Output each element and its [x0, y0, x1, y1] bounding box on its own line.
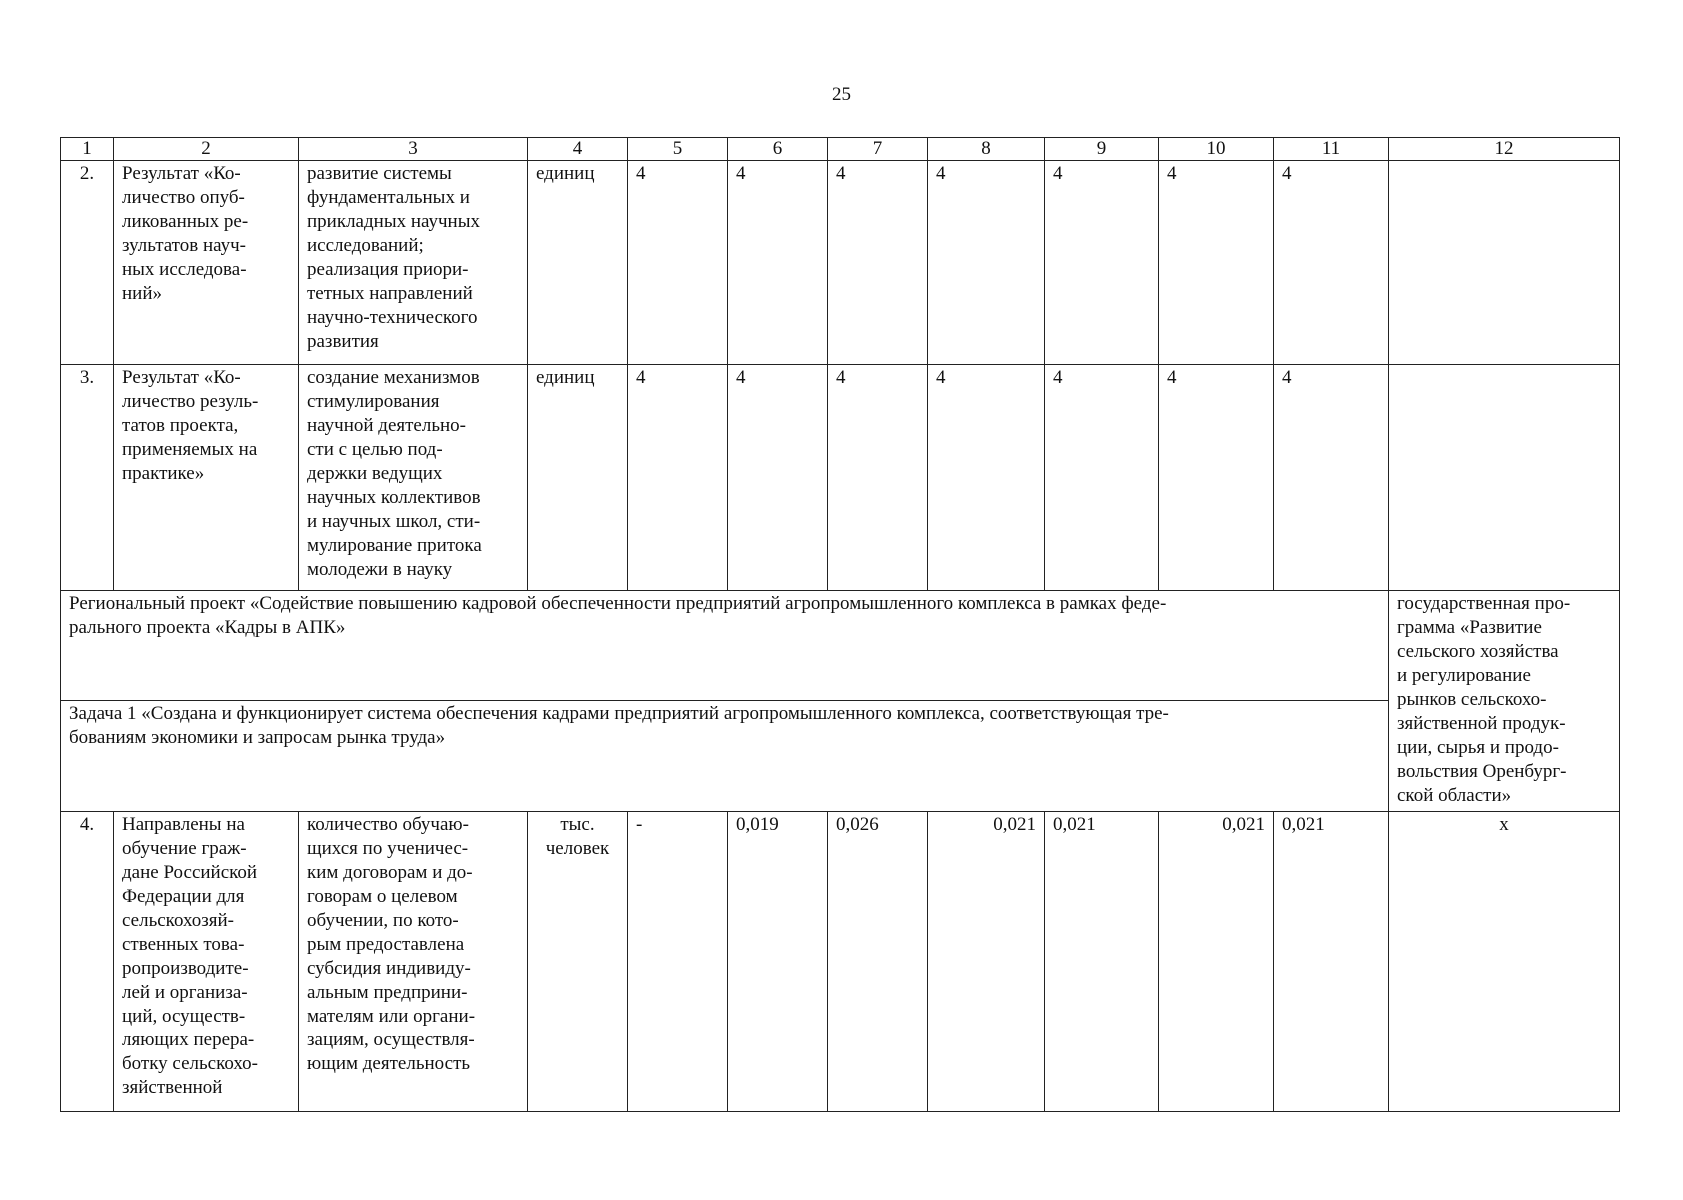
table-row — [61, 161, 1620, 365]
result-cell: Направлены на обучение граж- дане Российской Федерации для сельскохозяй- ственных това- ропроизводите- лей и организа- ций, осуществ- ляющих перера- ботку сельскохо- зяйственной — [114, 812, 299, 1112]
value-cell: 4 — [728, 161, 828, 365]
program-cell — [1389, 365, 1620, 591]
column-header: 5 — [628, 138, 728, 161]
value-cell: - — [628, 812, 728, 1112]
unit-cell: тыс. человек — [528, 812, 628, 1112]
task-row — [61, 701, 1620, 812]
column-header: 11 — [1274, 138, 1389, 161]
value-cell: 0,021 — [1045, 812, 1159, 1112]
value-cell: 4 — [828, 161, 928, 365]
column-header: 2 — [114, 138, 299, 161]
column-header: 7 — [828, 138, 928, 161]
value-cell: 0,021 — [1274, 812, 1389, 1112]
unit-cell: единиц — [528, 161, 628, 365]
value-cell: 4 — [1159, 365, 1274, 591]
value-cell: 0,019 — [728, 812, 828, 1112]
column-header: 8 — [928, 138, 1045, 161]
program-cell — [1389, 161, 1620, 365]
result-cell: Результат «Ко- личество резуль- татов проекта, применяемых на практике» — [114, 365, 299, 591]
value-cell: 0,021 — [1159, 812, 1274, 1112]
column-header: 6 — [728, 138, 828, 161]
value-cell: 4 — [928, 365, 1045, 591]
indicator-table — [60, 137, 1620, 1112]
column-header: 4 — [528, 138, 628, 161]
column-header: 1 — [61, 138, 114, 161]
value-cell: 4 — [628, 161, 728, 365]
program-cell: х — [1389, 812, 1620, 1112]
table-row — [61, 812, 1620, 1112]
result-cell: Результат «Ко- личество опуб- ликованных ре- зультатов науч- ных исследова- ний» — [114, 161, 299, 365]
value-cell: 4 — [928, 161, 1045, 365]
value-cell: 4 — [828, 365, 928, 591]
row-number: 2. — [61, 161, 114, 365]
table-row — [61, 365, 1620, 591]
column-header: 10 — [1159, 138, 1274, 161]
description-cell: развитие системы фундаментальных и прикладных научных исследований; реализация приори- тетных направлений научно-технического развития — [299, 161, 528, 365]
description-cell: количество обучаю- щихся по ученичес- ким договорам и до- говорам о целевом обучении, по кото- рым предоставлена субсидия индивиду- альным предприни- мателям или органи- зациям, осуществля- ющим деятельность — [299, 812, 528, 1112]
page-number: 25 — [832, 84, 851, 105]
description-cell: создание механизмов стимулирования научной деятельно- сти с целью под- держки ведущих научных коллективов и научных школ, сти- мулирование притока молодежи в науку — [299, 365, 528, 591]
column-header: 12 — [1389, 138, 1620, 161]
regional-project-text: Региональный проект «Содействие повышению кадровой обеспеченности предприятий агропромышленного комплекса в рамках феде- рального проекта «Кадры в АПК» — [61, 591, 1389, 701]
regional-project-row — [61, 591, 1620, 701]
value-cell: 4 — [1274, 365, 1389, 591]
value-cell: 0,021 — [928, 812, 1045, 1112]
value-cell: 4 — [728, 365, 828, 591]
row-number: 4. — [61, 812, 114, 1112]
value-cell: 4 — [1045, 365, 1159, 591]
column-header: 9 — [1045, 138, 1159, 161]
value-cell: 4 — [1159, 161, 1274, 365]
value-cell: 4 — [1045, 161, 1159, 365]
header-row — [61, 138, 1620, 161]
value-cell: 0,026 — [828, 812, 928, 1112]
unit-cell: единиц — [528, 365, 628, 591]
row-number: 3. — [61, 365, 114, 591]
value-cell: 4 — [628, 365, 728, 591]
task-text: Задача 1 «Создана и функционирует система обеспечения кадрами предприятий агропромышленного комплекса, соответствующая тре- бованиям экономики и запросам рынка труда» — [61, 701, 1389, 812]
state-program-cell: государственная про- грамма «Развитие сельского хозяйства и регулирование рынков сельскохо- зяйственной продук- ции, сырья и продо- вольствия Оренбург- ской области» — [1389, 591, 1620, 812]
value-cell: 4 — [1274, 161, 1389, 365]
column-header: 3 — [299, 138, 528, 161]
